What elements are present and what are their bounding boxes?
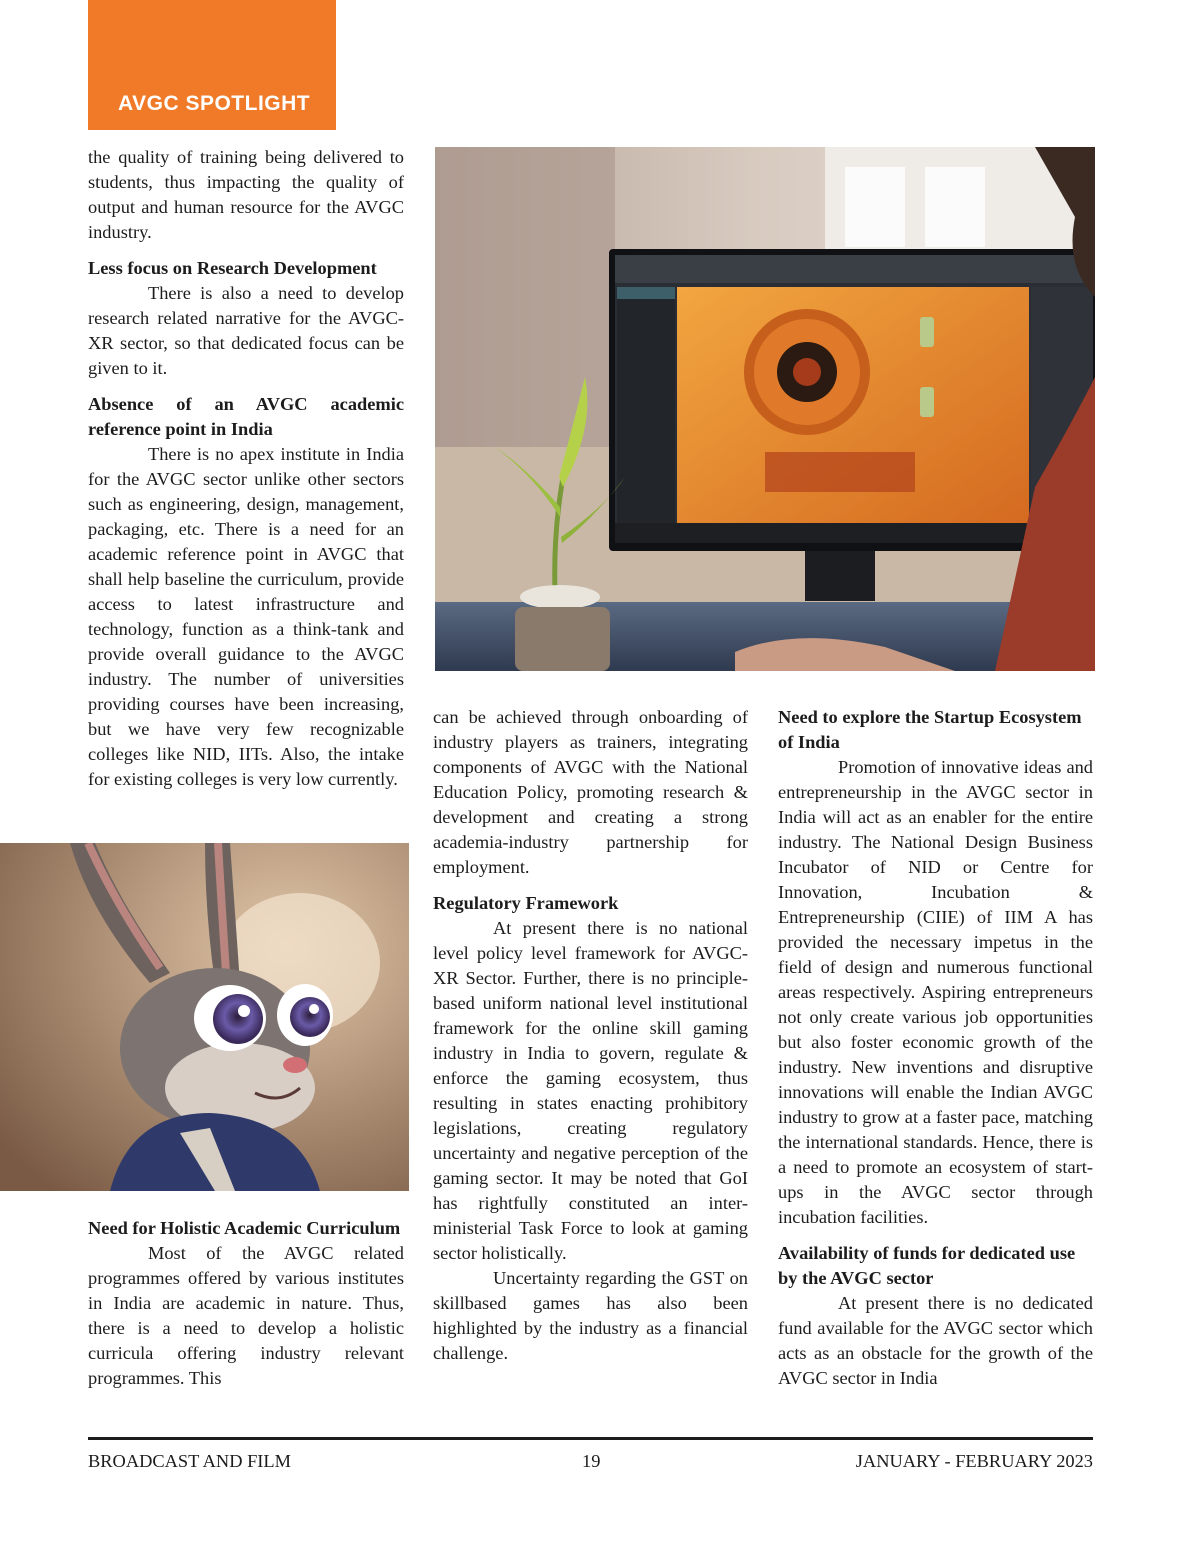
paragraph-continuation: can be achieved through onboarding of industry players as trainers, integrating components of AVGC with the National Education Policy, promoting research & development and creating a strong academia-industry partnership for employment. <box>433 707 748 877</box>
heading-regulatory: Regulatory Framework <box>433 893 619 913</box>
page-number: 19 <box>582 1451 601 1471</box>
paragraph-research: There is also a need to develop research related narrative for the AVGC-XR sector, so that dedicated focus can be given to it. <box>88 283 404 378</box>
paragraph-funds: At present there is no dedicated fund available for the AVGC sector which acts as an obstacle for the growth of the AVGC sector in India <box>778 1293 1093 1388</box>
cartoon-rabbit-image <box>0 843 409 1191</box>
column-2 <box>433 705 748 1366</box>
section-banner <box>88 0 336 130</box>
footer-issue: JANUARY - FEBRUARY 2023 <box>855 1451 1093 1471</box>
paragraph-intro: the quality of training being delivered to students, thus impacting the quality of output and human resource for the AVGC industry. <box>88 147 404 242</box>
heading-funds: Availability of funds for dedicated use by the AVGC sector <box>778 1243 1076 1288</box>
section-title: AVGC SPOTLIGHT <box>118 92 311 115</box>
paragraph-curriculum: Most of the AVGC related programmes offered by various institutes in India are academic in nature. Thus, there is a need to develop a holistic curricula offering industry relevant programmes. This <box>88 1243 404 1388</box>
heading-curriculum: Need for Holistic Academic Curriculum <box>88 1218 401 1238</box>
workstation-photo <box>435 147 1095 671</box>
footer-rule <box>88 1437 1093 1440</box>
column-1-upper <box>88 145 404 792</box>
paragraph-gst: Uncertainty regarding the GST on skillbased games has also been highlighted by the industry as a financial challenge. <box>433 1268 748 1363</box>
column-3 <box>778 705 1093 1391</box>
heading-academic-reference: Absence of an AVGC academic reference point in India <box>88 394 404 439</box>
heading-startup: Need to explore the Startup Ecosystem of India <box>778 707 1082 752</box>
paragraph-academic-reference: There is no apex institute in India for the AVGC sector unlike other sectors such as engineering, design, management, packaging, etc. There is a need for an academic reference point in AVGC that shall help baseline the curriculum, provide access to latest infrastructure and technology, function as a think-tank and provide overall guidance to the AVGC industry. The number of universities providing courses have been increasing, but we have very few recognizable colleges like NID, IITs. Also, the intake for existing colleges is very low currently. <box>88 444 404 789</box>
paragraph-regulatory: At present there is no national level policy level framework for AVGC-XR Sector. Further, there is no principle-based uniform national level institutional framework for the online skill gaming industry in India to govern, regulate & enforce the gaming ecosystem, thus resulting in states enacting prohibitory legislations, creating regulatory uncertainty and negative perception of the gaming sector. It may be noted that GoI has rightfully constituted an inter-ministerial Task Force to look at gaming sector holistically. <box>433 918 748 1263</box>
footer-publication: BROADCAST AND FILM <box>88 1451 292 1471</box>
paragraph-startup: Promotion of innovative ideas and entrepreneurship in the AVGC sector in India will act as an enabler for the entire industry. The National Design Business Incubator of NID or Centre for Innovation, Incubation & Entrepreneurship (CIIE) of IIM A has provided the necessary impetus in the field of design and numerous functional areas respectively. Aspiring entrepreneurs not only create various job opportunities but also foster economic growth of the industry. New inventions and disruptive innovations will enable the Indian AVGC industry to grow at a faster pace, matching the international standards. Hence, there is a need to promote an ecosystem of start-ups in the AVGC sector through incubation facilities. <box>778 757 1093 1227</box>
column-1-lower <box>88 1216 404 1391</box>
heading-research: Less focus on Research Development <box>88 258 377 278</box>
